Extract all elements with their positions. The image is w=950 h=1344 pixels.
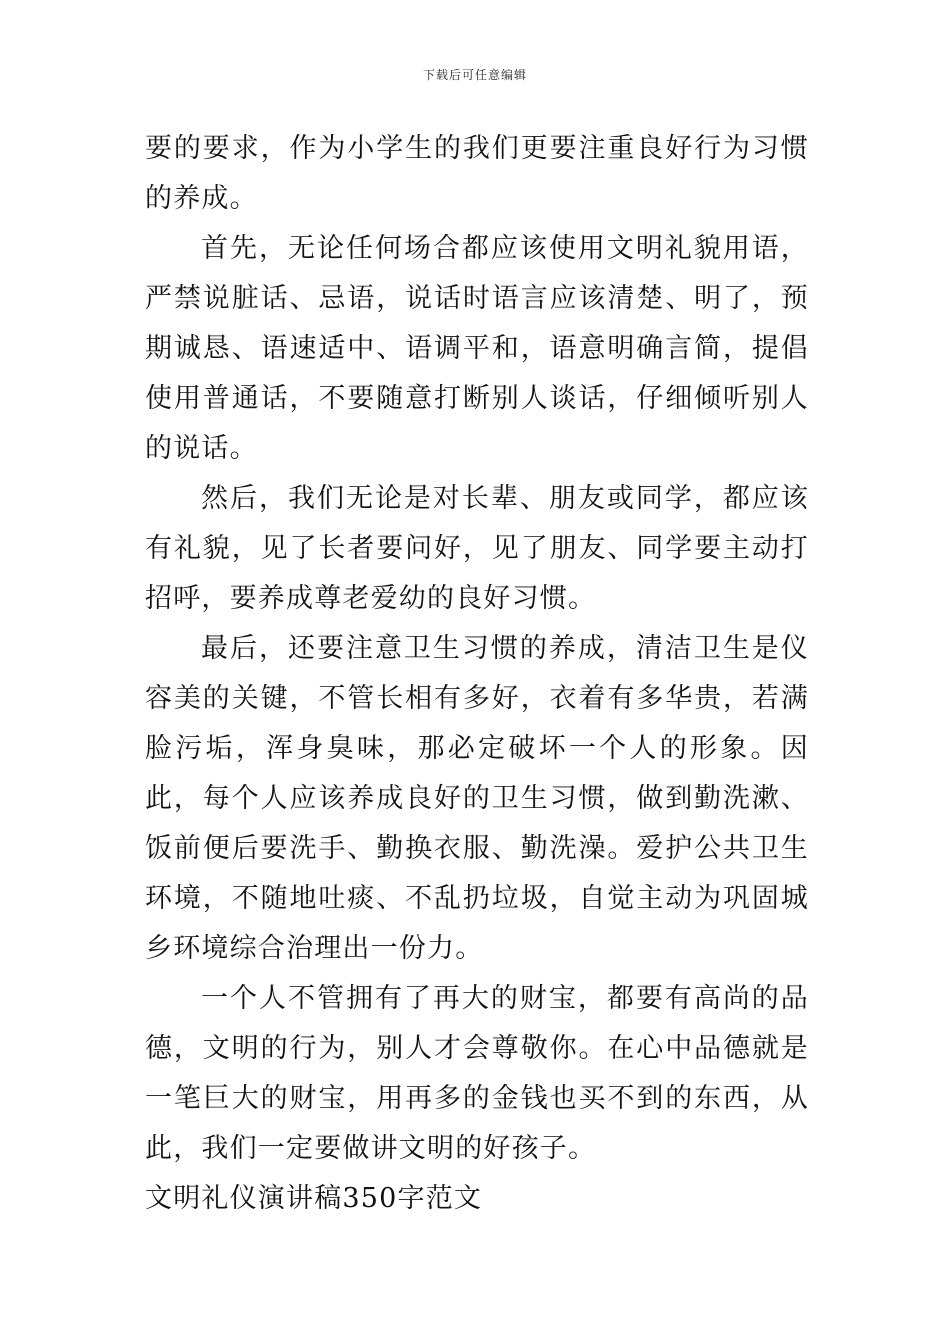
paragraph-finally: 最后，还要注意卫生习惯的养成，清洁卫生是仪容美的关键，不管长相有多好，衣着有多华贵，若满脸污垢，浑身臭味，那必定破坏一个人的形象。因此，每个人应该养成良好的卫生习惯，做到勤洗漱、饭前便后要洗手、勤换衣服、勤洗澡。爱护公共卫生环境，不随地吐痰、不乱扔垃圾，自觉主动为巩固城乡环境综合治理出一份力。 xyxy=(145,633,809,964)
paragraph-conclusion: 一个人不管拥有了再大的财宝，都要有高尚的品德，文明的行为，别人才会尊敬你。在心中品德就是一笔巨大的财宝，用再多的金钱也买不到的东西，从此，我们一定要做讲文明的好孩子。 xyxy=(145,983,809,1164)
paragraph-first: 首先，无论任何场合都应该使用文明礼貌用语，严禁说脏话、忌语，说话时语言应该清楚、明了，预期诚恳、语速适中、语调平和，语意明确言简，提倡使用普通话，不要随意打断别人谈话，仔细倾听别人的说话。 xyxy=(145,233,809,464)
next-section-title: 文明礼仪演讲稿350字范文 xyxy=(145,1183,483,1214)
document-body xyxy=(145,124,809,1224)
header-note: 下载后可任意编辑 xyxy=(422,68,527,82)
paragraph-then: 然后，我们无论是对长辈、朋友或同学，都应该有礼貌，见了长者要问好，见了朋友、同学要主动打招呼，要养成尊老爱幼的良好习惯。 xyxy=(145,483,809,614)
paragraph-continuation: 要的要求，作为小学生的我们更要注重良好行为习惯的养成。 xyxy=(145,133,809,214)
